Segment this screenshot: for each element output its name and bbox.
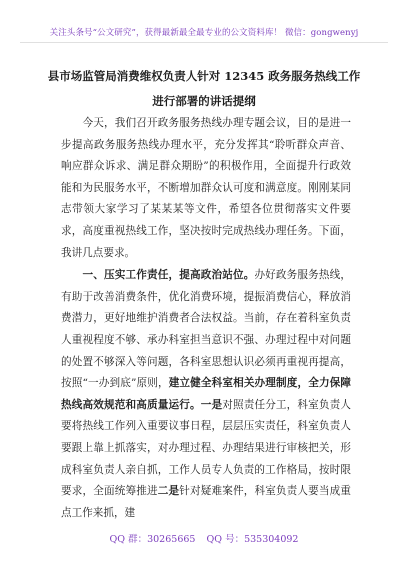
section1-paragraph [61,265,351,524]
section1-heading: 一、压实工作责任，提高政治站位。 [82,269,255,282]
footer-qq-group: QQ 群：30265665 [109,534,196,545]
document-title-line2: 进行部署的讲话提纲 [152,94,256,108]
footer-contact [0,531,408,545]
section1-point2-text: 针对疑难案件，科室负责人要当成重点工作来抓，建 [61,485,352,519]
section1-point1-label: 一是 [200,398,223,411]
header-banner: 关注头条号“公文研究”，获得最新最全最专业的公文资料库！ 微信：gongwenyj [49,28,359,38]
intro-paragraph: 今天，我们召开政务服务热线办理专题会议，目的是进一步提高政务服务热线办理水平，充分发挥其“聆听群众声音、响应群众诉求、满足群众期盼”的积极作用，全面提升行政效能和为民服务水平，不断增加群众认可度和满意度。刚刚某同志带领大家学习了某某某等文件，希望各位贯彻落实文件要求，高度重视热线工作，坚决按时完成热线办理任务。下面，我讲几点要求。 [61,117,351,259]
section1-bold-text: 建立健全科室相关办理制度，全力保障热线高效规范和高质量运行。 [61,377,351,411]
section1-point1-text: 对照责任分工，科室负责人要将热线工作列入重要议事日程，层层压实责任，科室负责人要跟上靠上抓落实，对办理过程、办理结果进行审核把关，形成科室负责人亲自抓，工作人员专人负责的工作格局，按时限要求，全面统筹推进 [61,398,352,498]
section1-text: 办好政务服务热线，有助于改善消费条件，优化消费环境，提振消费信心，释放消费潜力，更好地维护消费者合法权益。当前，存在着科室负责人重视程度不够、承办科室担当意识不强、办理过程中对问题的处置不够深入等问题，各科室思想认识必须再重视再提高，按照“一办到底”原则， [61,269,351,390]
section1-point2-label: 二是 [157,485,180,498]
footer-qq-number: QQ 号：535304092 [206,534,299,545]
document-title-line1: 县市场监管局消费维权负责人针对 12345 政务服务热线工作 [47,69,361,83]
header-divider [20,42,388,43]
document-body [61,113,351,525]
